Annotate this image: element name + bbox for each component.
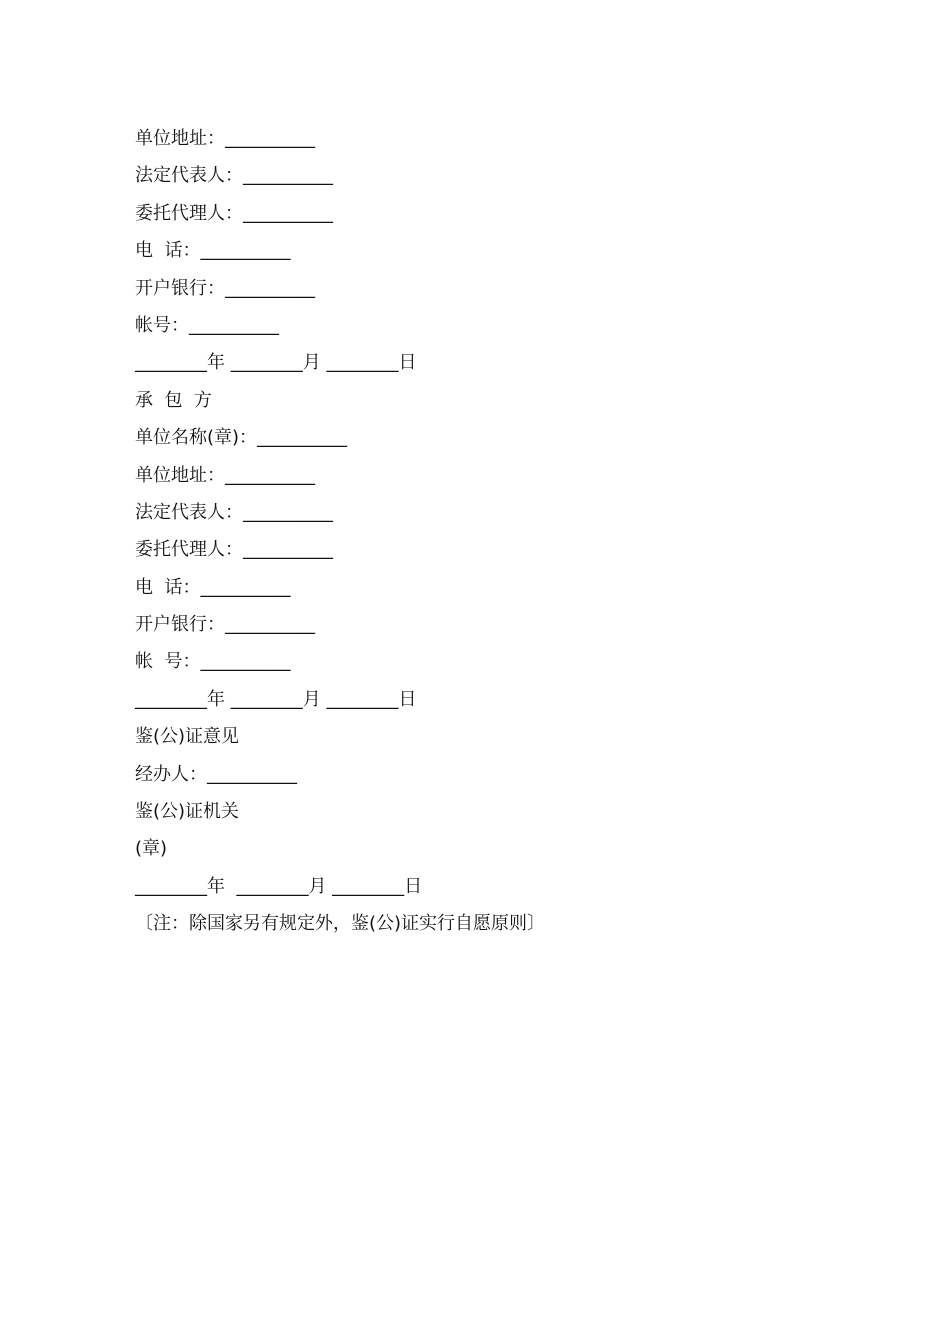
line-contractor-agent: 委托代理人：__________ — [135, 539, 333, 561]
line-contractor-name: 单位名称(章)：__________ — [135, 427, 348, 449]
line-contractor-account: 帐 号：__________ — [135, 651, 291, 673]
line-contractor-address: 单位地址：__________ — [135, 464, 315, 486]
line-employer-agent: 委托代理人：__________ — [135, 202, 333, 224]
line-employer-date: ________年 ________月 ________日 — [135, 352, 417, 374]
line-contractor-date: ________年 ________月 ________日 — [135, 688, 417, 710]
line-contractor-legal-rep: 法定代表人：__________ — [135, 501, 333, 523]
line-notary-seal: (章) — [135, 838, 168, 860]
document-body — [135, 120, 835, 943]
line-employer-bank: 开户银行：__________ — [135, 277, 315, 299]
line-notary-date: ________年 ________月 ________日 — [135, 875, 423, 897]
line-employer-phone: 电 话：__________ — [135, 240, 291, 262]
line-notary-opinion: 鉴(公)证意见 — [135, 726, 240, 748]
line-footnote: 〔注：除国家另有规定外，鉴(公)证实行自愿原则〕 — [135, 913, 546, 935]
line-employer-legal-rep: 法定代表人：__________ — [135, 165, 333, 187]
line-employer-account: 帐号：__________ — [135, 314, 279, 336]
line-contractor-phone: 电 话：__________ — [135, 576, 291, 598]
line-notary-office: 鉴(公)证机关 — [135, 801, 240, 823]
line-notary-handler: 经办人：__________ — [135, 763, 297, 785]
line-employer-address: 单位地址：__________ — [135, 128, 315, 149]
line-contractor-heading: 承 包 方 — [135, 389, 212, 411]
line-contractor-bank: 开户银行：__________ — [135, 614, 315, 636]
